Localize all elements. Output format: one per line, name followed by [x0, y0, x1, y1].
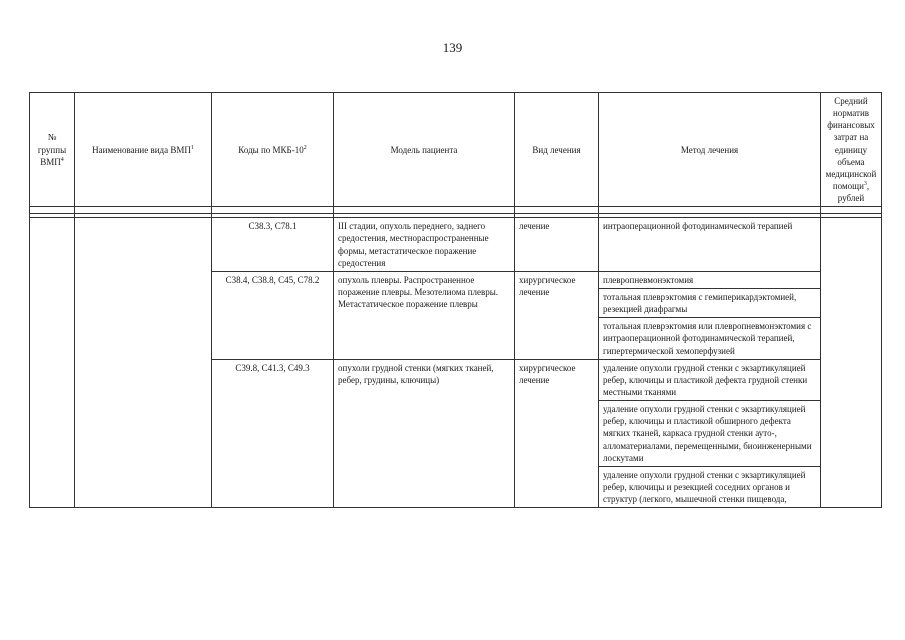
patient-model-cell: опухоли грудной стенки (мягких тканей, ребер, грудины, ключицы) — [334, 359, 515, 508]
treatment-type-cell: лечение — [515, 218, 599, 272]
treatment-method-cell: плевропневмонэктомия — [599, 271, 821, 288]
header-vmp-name: Наименование вида ВМП$^1$ — [75, 93, 212, 207]
treatment-method-cell: тотальная плеврэктомия с гемиперикардэктомией, резекцией диафрагмы — [599, 288, 821, 317]
treatment-method-cell: удаление опухоли грудной стенки с экзартикуляцией ребер, ключицы и пластикой обширного дефекта мягких тканей, каркаса грудной стенки ауто-, алломатериалами, перемещенными, биоинженерными лоскутами — [599, 401, 821, 467]
icd-codes-cell: C38.4, C38.8, C45, C78.2 — [212, 271, 334, 359]
treatment-method-cell: интраоперационной фотодинамической терапией — [599, 218, 821, 272]
spacer-row — [30, 207, 882, 214]
header-cost-standard: Средний норматив финансовых затрат на единицу объема медицинской помощи$^3$, рублей — [821, 93, 882, 207]
header-group-number: № группы ВМП$^4$ — [30, 93, 75, 207]
treatment-method-cell: тотальная плеврэктомия или плевропневмонэктомия с интраоперационной фотодинамической терапией, гипертермической хемоперфузией — [599, 318, 821, 359]
vmp-table — [29, 92, 882, 508]
treatment-type-cell: хирургическое лечение — [515, 359, 599, 508]
patient-model-cell: опухоль плевры. Распространенное поражение плевры. Мезотелиома плевры. Метастатическое поражение плевры — [334, 271, 515, 359]
table-row — [30, 218, 882, 272]
vmp-name-cell — [75, 218, 212, 508]
header-icd-codes: Коды по МКБ-$10^2$ — [212, 93, 334, 207]
patient-model-cell: III стадии, опухоль переднего, заднего средостения, местнораспространенные формы, метастатическое поражение средостения — [334, 218, 515, 272]
header-patient-model: Модель пациента — [334, 93, 515, 207]
header-treatment-type: Вид лечения — [515, 93, 599, 207]
group-number-cell — [30, 218, 75, 508]
header-treatment-method: Метод лечения — [599, 93, 821, 207]
treatment-method-cell: удаление опухоли грудной стенки с экзартикуляцией ребер, ключицы и резекцией соседних органов и структур (легкого, мышечной стенки пищевода, — [599, 466, 821, 507]
icd-codes-cell: C39.8, C41.3, C49.3 — [212, 359, 334, 508]
page-bottom-clip — [0, 608, 905, 640]
table-header-row — [30, 93, 882, 207]
cost-cell — [821, 218, 882, 508]
treatment-type-cell: хирургическое лечение — [515, 271, 599, 359]
treatment-method-cell: удаление опухоли грудной стенки с экзартикуляцией ребер, ключицы и пластикой дефекта грудной стенки местными тканями — [599, 359, 821, 400]
icd-codes-cell: C38.3, C78.1 — [212, 218, 334, 272]
page-number: 139 — [442, 40, 463, 55]
